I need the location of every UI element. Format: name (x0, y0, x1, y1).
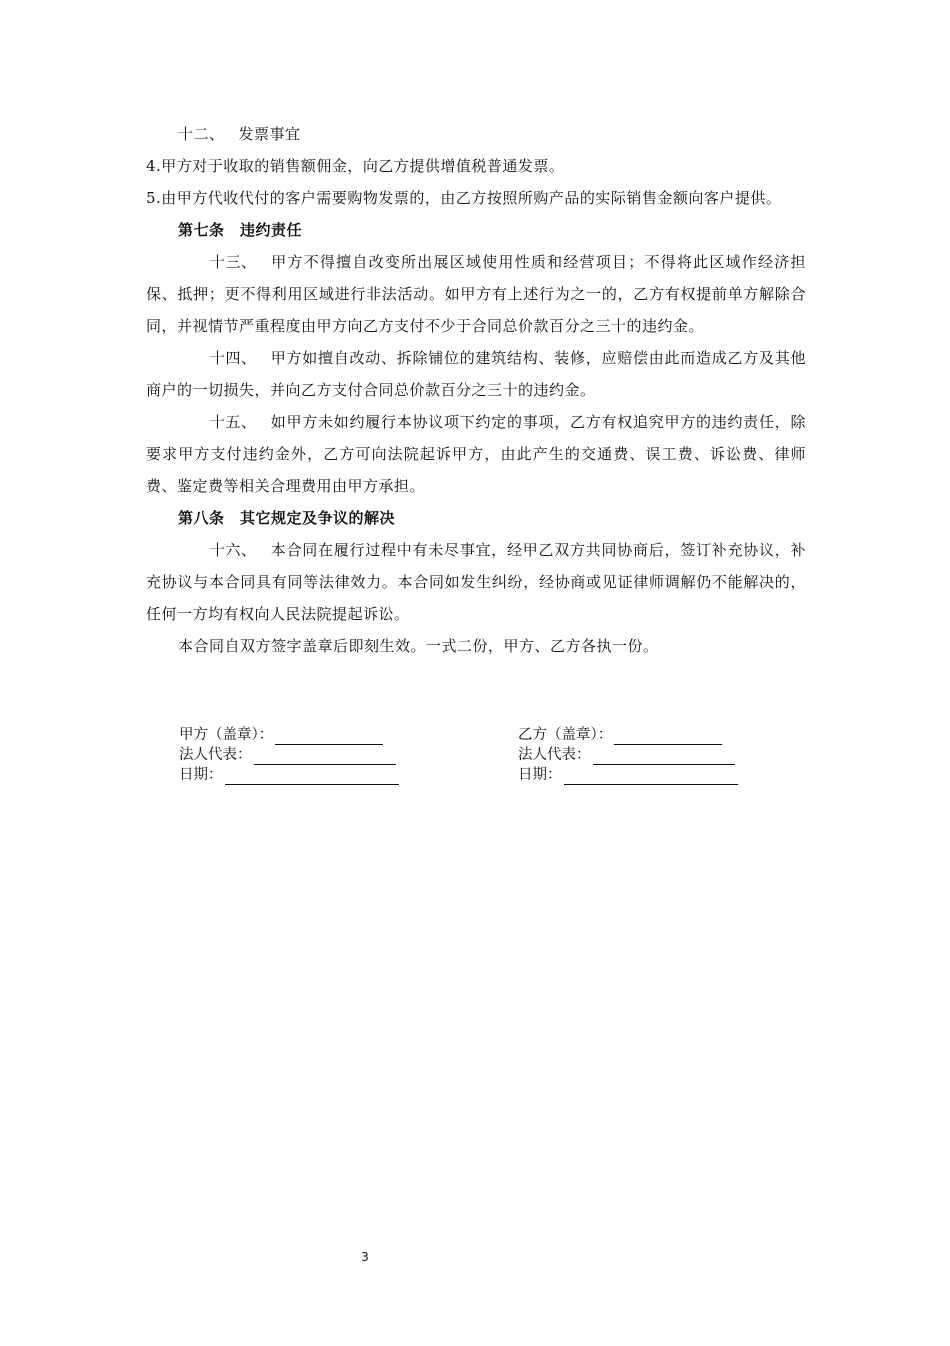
party-b-rep-blank[interactable] (593, 750, 735, 765)
party-a-signature-block (179, 725, 399, 785)
section-12-item-4: 4.甲方对于收取的销售额佣金，向乙方提供增值税普通发票。 (146, 157, 565, 175)
clause-13 (146, 246, 806, 342)
party-b-seal-label: 乙方（盖章）： (518, 727, 613, 743)
page-number: 3 (361, 1250, 369, 1264)
party-a-date-blank[interactable] (225, 770, 399, 785)
section-12-number: 十二、 (178, 125, 225, 143)
party-a-rep-row (179, 745, 399, 765)
party-b-date-blank[interactable] (564, 770, 738, 785)
party-b-date-label: 日期： (518, 767, 562, 783)
article-8-heading: 第八条 其它规定及争议的解决 (178, 509, 396, 527)
party-a-date-label: 日期： (179, 767, 223, 783)
party-a-rep-blank[interactable] (254, 750, 396, 765)
party-b-date-row (518, 765, 738, 785)
party-a-seal-blank[interactable] (275, 730, 383, 745)
party-a-seal-row (179, 725, 399, 745)
clause-15-number: 十五、 (210, 413, 257, 431)
section-12-item-5: 5.由甲方代收代付的客户需要购物发票的，由乙方按照所购产品的实际销售金额向客户提供。 (146, 189, 782, 207)
article-7-heading: 第七条 违约责任 (178, 221, 303, 239)
clause-15-text: 如甲方未如约履行本协议项下约定的事项，乙方有权追究甲方的违约责任，除要求甲方支付违约金外，乙方可向法院起诉甲方，由此产生的交通费、误工费、诉讼费、律师费、鉴定费等相关合理费用由甲方承担。 (146, 413, 806, 495)
party-b-rep-label: 法人代表： (518, 747, 591, 763)
clause-16-text: 本合同在履行过程中有未尽事宜，经甲乙双方共同协商后，签订补充协议，补充协议与本合同具有同等法律效力。本合同如发生纠纷，经协商或见证律师调解仍不能解决的，任何一方均有权向人民法院提起诉讼。 (146, 541, 806, 623)
party-b-rep-row (518, 745, 738, 765)
document-body (146, 118, 806, 662)
party-b-seal-row (518, 725, 738, 745)
clause-14-text: 甲方如擅自改动、拆除铺位的建筑结构、装修，应赔偿由此而造成乙方及其他商户的一切损失，并向乙方支付合同总价款百分之三十的违约金。 (146, 349, 806, 399)
party-a-date-row (179, 765, 399, 785)
party-b-seal-blank[interactable] (614, 730, 722, 745)
clause-13-text: 甲方不得擅自改变所出展区域使用性质和经营项目；不得将此区域作经济担保、抵押；更不得利用区域进行非法活动。如甲方有上述行为之一的，乙方有权提前单方解除合同，并视情节严重程度由甲方向乙方支付不少于合同总价款百分之三十的违约金。 (146, 253, 806, 335)
clause-13-number: 十三、 (210, 253, 257, 271)
section-12-title: 发票事宜 (238, 125, 301, 143)
clause-16-number: 十六、 (210, 541, 257, 559)
clause-16 (146, 534, 806, 630)
party-b-signature-block (518, 725, 738, 785)
clause-14-number: 十四、 (210, 349, 257, 367)
party-a-seal-label: 甲方（盖章）： (179, 727, 274, 743)
clause-15 (146, 406, 806, 502)
clause-14 (146, 342, 806, 406)
section-12-heading (146, 118, 806, 150)
effective-clause: 本合同自双方签字盖章后即刻生效。一式二份，甲方、乙方各执一份。 (178, 637, 659, 655)
party-a-rep-label: 法人代表： (179, 747, 252, 763)
